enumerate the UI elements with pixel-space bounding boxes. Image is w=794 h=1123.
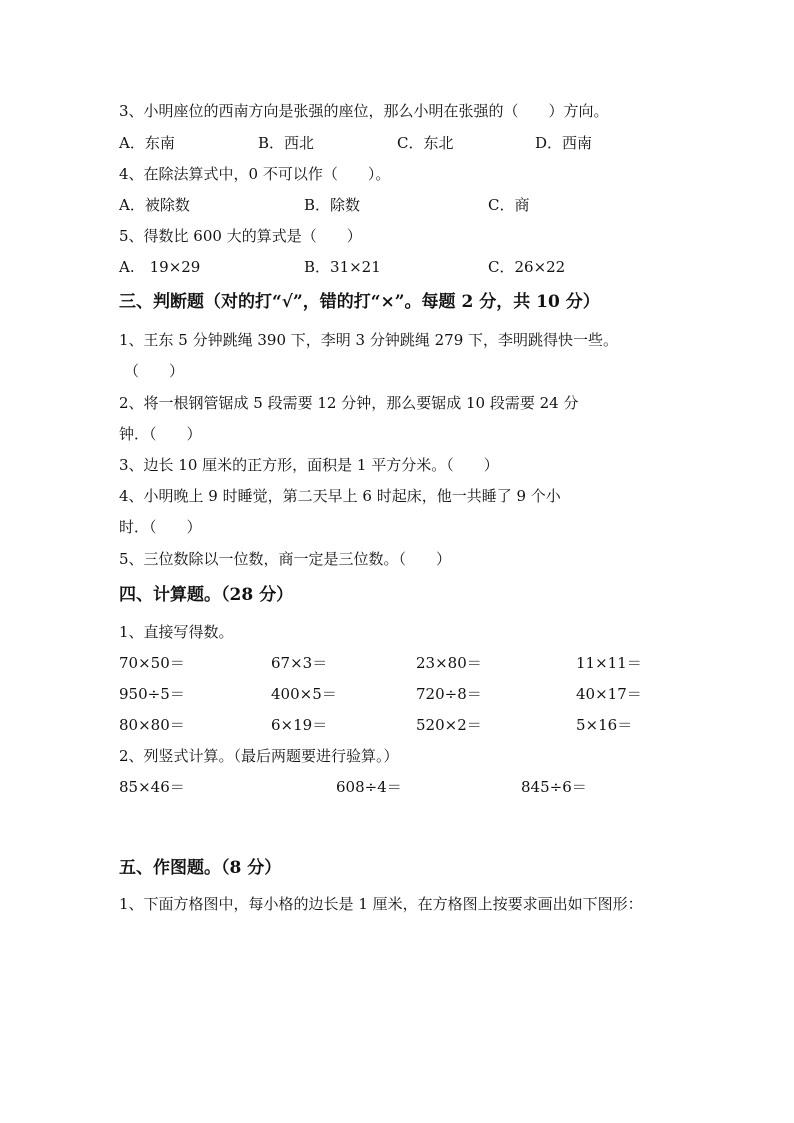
calc-sub-2: 2、列竖式计算。（最后两题要进行验算。）	[119, 747, 399, 765]
vertical-calc-item: 845÷6＝	[521, 778, 587, 796]
question-4: 4、在除法算式中，0 不可以作（ ）。	[119, 165, 391, 183]
judge-line-7: 时．（ ）	[119, 518, 202, 536]
judge-line-4: 钟．（ ）	[119, 425, 202, 443]
q5-option-c: C．26×22	[488, 258, 566, 276]
section-judge-heading: 三、判断题（对的打“√”，错的打“×”。每题 2 分，共 10 分）	[119, 292, 600, 312]
calc-item: 11×11＝	[576, 654, 642, 672]
q5-option-b: B．31×21	[304, 258, 381, 276]
q3-option-d: D．西南	[535, 134, 593, 152]
calc-item: 5×16＝	[576, 716, 633, 734]
calc-item: 23×80＝	[416, 654, 482, 672]
question-5: 5、得数比 600 大的算式是（ ）	[119, 227, 362, 245]
q3-option-c: C．东北	[397, 134, 454, 152]
q4-option-a: A．被除数	[119, 196, 190, 214]
calc-item: 40×17＝	[576, 685, 642, 703]
calc-item: 67×3＝	[271, 654, 328, 672]
judge-line-1: 1、王东 5 分钟跳绳 390 下，李明 3 分钟跳绳 279 下，李明跳得快一些。	[119, 331, 619, 349]
vertical-calc-item: 85×46＝	[119, 778, 185, 796]
q4-option-c: C．商	[488, 196, 530, 214]
q5-option-a: A. 19×29	[119, 258, 201, 276]
calc-item: 720÷8＝	[416, 685, 482, 703]
calc-item: 520×2＝	[416, 716, 482, 734]
calc-item: 400×5＝	[271, 685, 337, 703]
calc-item: 6×19＝	[271, 716, 328, 734]
question-3: 3、小明座位的西南方向是张强的座位，那么小明在张强的（ ）方向。	[119, 102, 609, 120]
judge-line-2: （ ）	[124, 362, 185, 380]
section-calc-heading: 四、计算题。（28 分）	[119, 585, 294, 605]
q4-option-b: B．除数	[304, 196, 361, 214]
section-draw-heading: 五、作图题。（8 分）	[119, 858, 282, 878]
calc-item: 950÷5＝	[119, 685, 185, 703]
draw-question-1: 1、下面方格图中，每小格的边长是 1 厘米，在方格图上按要求画出如下图形：	[119, 895, 643, 913]
calc-sub-1: 1、直接写得数。	[119, 623, 234, 641]
q3-option-a: A．东南	[119, 134, 175, 152]
calc-item: 70×50＝	[119, 654, 185, 672]
q3-option-b: B．西北	[258, 134, 315, 152]
judge-line-5: 3、边长 10 厘米的正方形，面积是 1 平方分米。（ ）	[119, 456, 499, 474]
vertical-calc-item: 608÷4＝	[336, 778, 402, 796]
calc-item: 80×80＝	[119, 716, 185, 734]
judge-line-8: 5、三位数除以一位数，商一定是三位数。（ ）	[119, 550, 452, 568]
judge-line-6: 4、小明晚上 9 时睡觉，第二天早上 6 时起床，他一共睡了 9 个小	[119, 487, 561, 505]
judge-line-3: 2、将一根钢管锯成 5 段需要 12 分钟，那么要锯成 10 段需要 24 分	[119, 394, 579, 412]
